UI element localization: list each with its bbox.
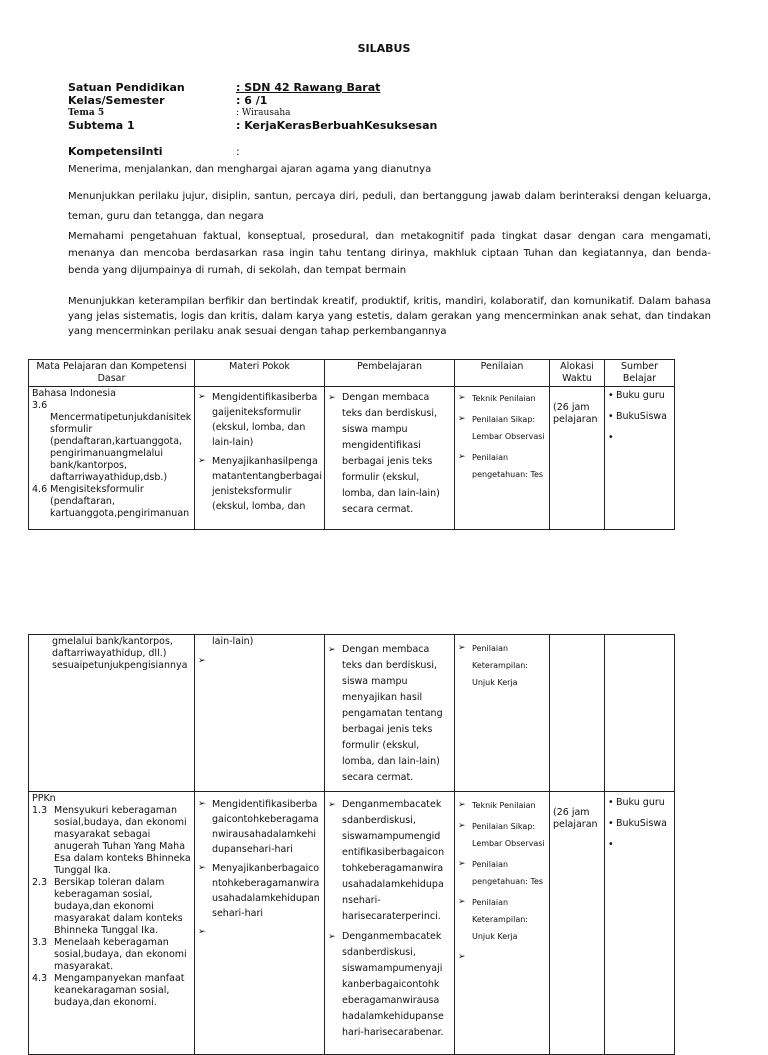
kd-text: Bersikap toleran dalam keberagaman sosial, budaya,dan ekonomi masyarakat dalam konteks Bhinneka Tunggal Ika. (54, 877, 183, 936)
meta-label: KompetensiInti (68, 145, 163, 158)
kd-text: Menelaah keberagaman sosial,budaya, dan ekonomi masyarakat. (54, 937, 187, 972)
sumber-item: • Buku guru (608, 390, 671, 402)
sumber-item: • Buku guru (608, 797, 671, 809)
header-subject: Mata Pelajaran dan Kompetensi Dasar (29, 360, 195, 387)
subject-name: Bahasa Indonesia (32, 388, 116, 399)
ki-text: Menunjukkan keterampilan berfikir dan bertindak kreatif, produktif, kritis, mandiri, kolaboratif, dan komunikatif. Dalam bahasa yang jelas sistematis, logis dan kritis, dalam karya yang estetis, dalam gerakan yang mencerminkan anak sehat, dan tindakan yang mencerminkan perilaku anak sesuai dengan tahap perkembangannya (68, 296, 711, 337)
materi-item: ➢ Mengidentifikasiberba gaijeniteksformulir (ekskul, lomba, dan lain-lain) (198, 390, 321, 450)
pembelajaran-item: ➢ Dengan membaca teks dan berdiskusi, siswa mampu menyajikan hasil pengamatan tentang berbagai jenis teks formulir (ekskul, lomba, dan lain-lain) secara cermat. (328, 642, 451, 786)
cell-materi (195, 792, 325, 1055)
cell-alokasi (550, 792, 605, 1055)
sumber-item: • BukuSiswa (608, 818, 671, 830)
kd-number: 2.3 (32, 877, 48, 888)
cell-penilaian (455, 792, 550, 1055)
ki-text: Menerima, menjalankan, dan menghargai ajaran agama yang dianutnya (68, 164, 432, 175)
header-alokasi: Alokasi Waktu (550, 360, 605, 387)
header-materi: Materi Pokok (195, 360, 325, 387)
penilaian-item: ➢ Penilaian Keterampilan: Unjuk Kerja (458, 894, 546, 945)
cell-alokasi (550, 635, 605, 792)
kd-item (32, 973, 191, 1009)
table-row (29, 387, 675, 530)
penilaian-item: ➢ Penilaian pengetahuan: Tes (458, 449, 546, 483)
penilaian-item: ➢ Teknik Penilaian (458, 390, 546, 407)
table-row (29, 792, 675, 1055)
penilaian-item: ➢ Penilaian Keterampilan: Unjuk Kerja (458, 640, 546, 691)
cell-pembelajaran (325, 792, 455, 1055)
penilaian-item: ➢ Penilaian pengetahuan: Tes (458, 856, 546, 890)
table-header-row (29, 360, 675, 387)
kd-number: 4.6 Mengisiteksformulir (32, 484, 144, 495)
header-penilaian: Penilaian (455, 360, 550, 387)
meta-value: : (236, 145, 240, 158)
cell-sumber (605, 635, 675, 792)
header-sumber: Sumber Belajar (605, 360, 675, 387)
cell-subject (29, 792, 195, 1055)
materi-item: lain-lain) (212, 636, 254, 647)
kd-text: Mensyukuri keberagaman sosial,budaya, dan ekonomi masyarakat sebagai anugerah Tuhan Yang Maha Esa dalam konteks Bhinneka Tunggal Ika. (54, 805, 191, 876)
materi-item: ➢ Menyajikanberbagaico ntohkeberagamanwira usahadalamkehidupan sehari-hari (198, 861, 321, 921)
alokasi-text: (26 jam pelajaran (553, 807, 598, 830)
cell-subject (29, 387, 195, 530)
ki-text: Memahami pengetahuan faktual, konseptual, prosedural, dan metakognitif pada tingkat dasar dengan cara mengamati, menanya dan mencoba berdasarkan rasa ingin tahu tentang dirinya, makhluk ciptaan Tuhan dan kegiatannya, dan benda-benda yang dijumpainya di rumah, di sekolah, dan tempat bermain (68, 231, 711, 276)
materi-item: ➢ Menyajikanhasilpenga matantentangberbagai jenisteksformulir (ekskul, lomba, dan (198, 454, 321, 514)
cell-materi (195, 387, 325, 530)
kd-text: Mencermatipetunjukdanisitek sformulir (pendaftaran,kartuanggota, pengirimanuangmelalui bank/kantorpos, daftarriwayathidup,dsb.) (50, 412, 192, 483)
kd-item (32, 937, 191, 973)
cell-pembelajaran (325, 387, 455, 530)
pembelajaran-item: ➢ Denganmembacatek sdanberdiskusi, siswamampumenyaji kanberbagaicontohk eberagamanwirausa hadalamkehidupanse hari-harisecarabenar. (328, 929, 451, 1041)
kd-item (32, 805, 191, 877)
meta-value: : Wirausaha (236, 108, 291, 118)
materi-item: ➢ Mengidentifikasiberba gaicontohkeberagama nwirausahadalamkehi dupansehari-hari (198, 797, 321, 857)
cell-alokasi (550, 387, 605, 530)
cell-subject (29, 635, 195, 792)
penilaian-item: ➢ Penilaian Sikap: Lembar Observasi (458, 818, 546, 852)
syllabus-table-page1 (28, 359, 675, 530)
kd-number: 3.3 (32, 937, 48, 948)
page-title: SILABUS (357, 42, 411, 55)
cell-sumber (605, 387, 675, 530)
kd-item (32, 877, 191, 937)
alokasi-text: (26 jam pelajaran (553, 402, 598, 425)
kd-text: gmelalui bank/kantorpos, daftarriwayathidup, dll.) sesuaipetunjukpengisiannya (52, 636, 188, 671)
cell-sumber (605, 792, 675, 1055)
meta-label: Satuan Pendidikan (68, 81, 185, 94)
meta-label: Tema 5 (68, 108, 105, 118)
cell-penilaian (455, 387, 550, 530)
pembelajaran-item: ➢ Dengan membaca teks dan berdiskusi, siswa mampu mengidentifikasi berbagai jenis teks formulir (ekskul, lomba, dan lain-lain) secara cermat. (328, 390, 451, 518)
kd-number: 3.6 (32, 400, 48, 411)
sumber-item: • BukuSiswa (608, 411, 671, 423)
cell-penilaian (455, 635, 550, 792)
kd-text: Mengampanyekan manfaat keanekaragaman sosial, budaya,dan ekonomi. (54, 973, 185, 1008)
syllabus-table-page2 (28, 634, 675, 1055)
kd-number: 4.3 (32, 973, 48, 984)
meta-value: : 6 /1 (236, 94, 268, 107)
penilaian-item: ➢ Penilaian Sikap: Lembar Observasi (458, 411, 546, 445)
table-row (29, 635, 675, 792)
kd-text: (pendaftaran, kartuanggota,pengirimanuan (50, 496, 190, 519)
subject-name: PPKn (32, 793, 56, 804)
pembelajaran-item: ➢ Denganmembacatek sdanberdiskusi, siswamampumengid entifikasiberbagaicon tohkeberagamanwira usahadalamkehidupa nsehari-harisecaraterperinci. (328, 797, 451, 925)
header-pembelajaran: Pembelajaran (325, 360, 455, 387)
meta-value: : KerjaKerasBerbuahKesuksesan (236, 119, 438, 132)
penilaian-item: ➢ Teknik Penilaian (458, 797, 546, 814)
meta-label: Subtema 1 (68, 119, 135, 132)
kd-number: 1.3 (32, 805, 48, 816)
meta-label: Kelas/Semester (68, 94, 165, 107)
cell-pembelajaran (325, 635, 455, 792)
meta-value: : SDN 42 Rawang Barat (236, 81, 381, 94)
cell-materi (195, 635, 325, 792)
ki-text: Menunjukkan perilaku jujur, disiplin, santun, percaya diri, peduli, dan bertanggung jawab dalam berinteraksi dengan keluarga, teman, guru dan tetangga, dan negara (68, 191, 711, 222)
